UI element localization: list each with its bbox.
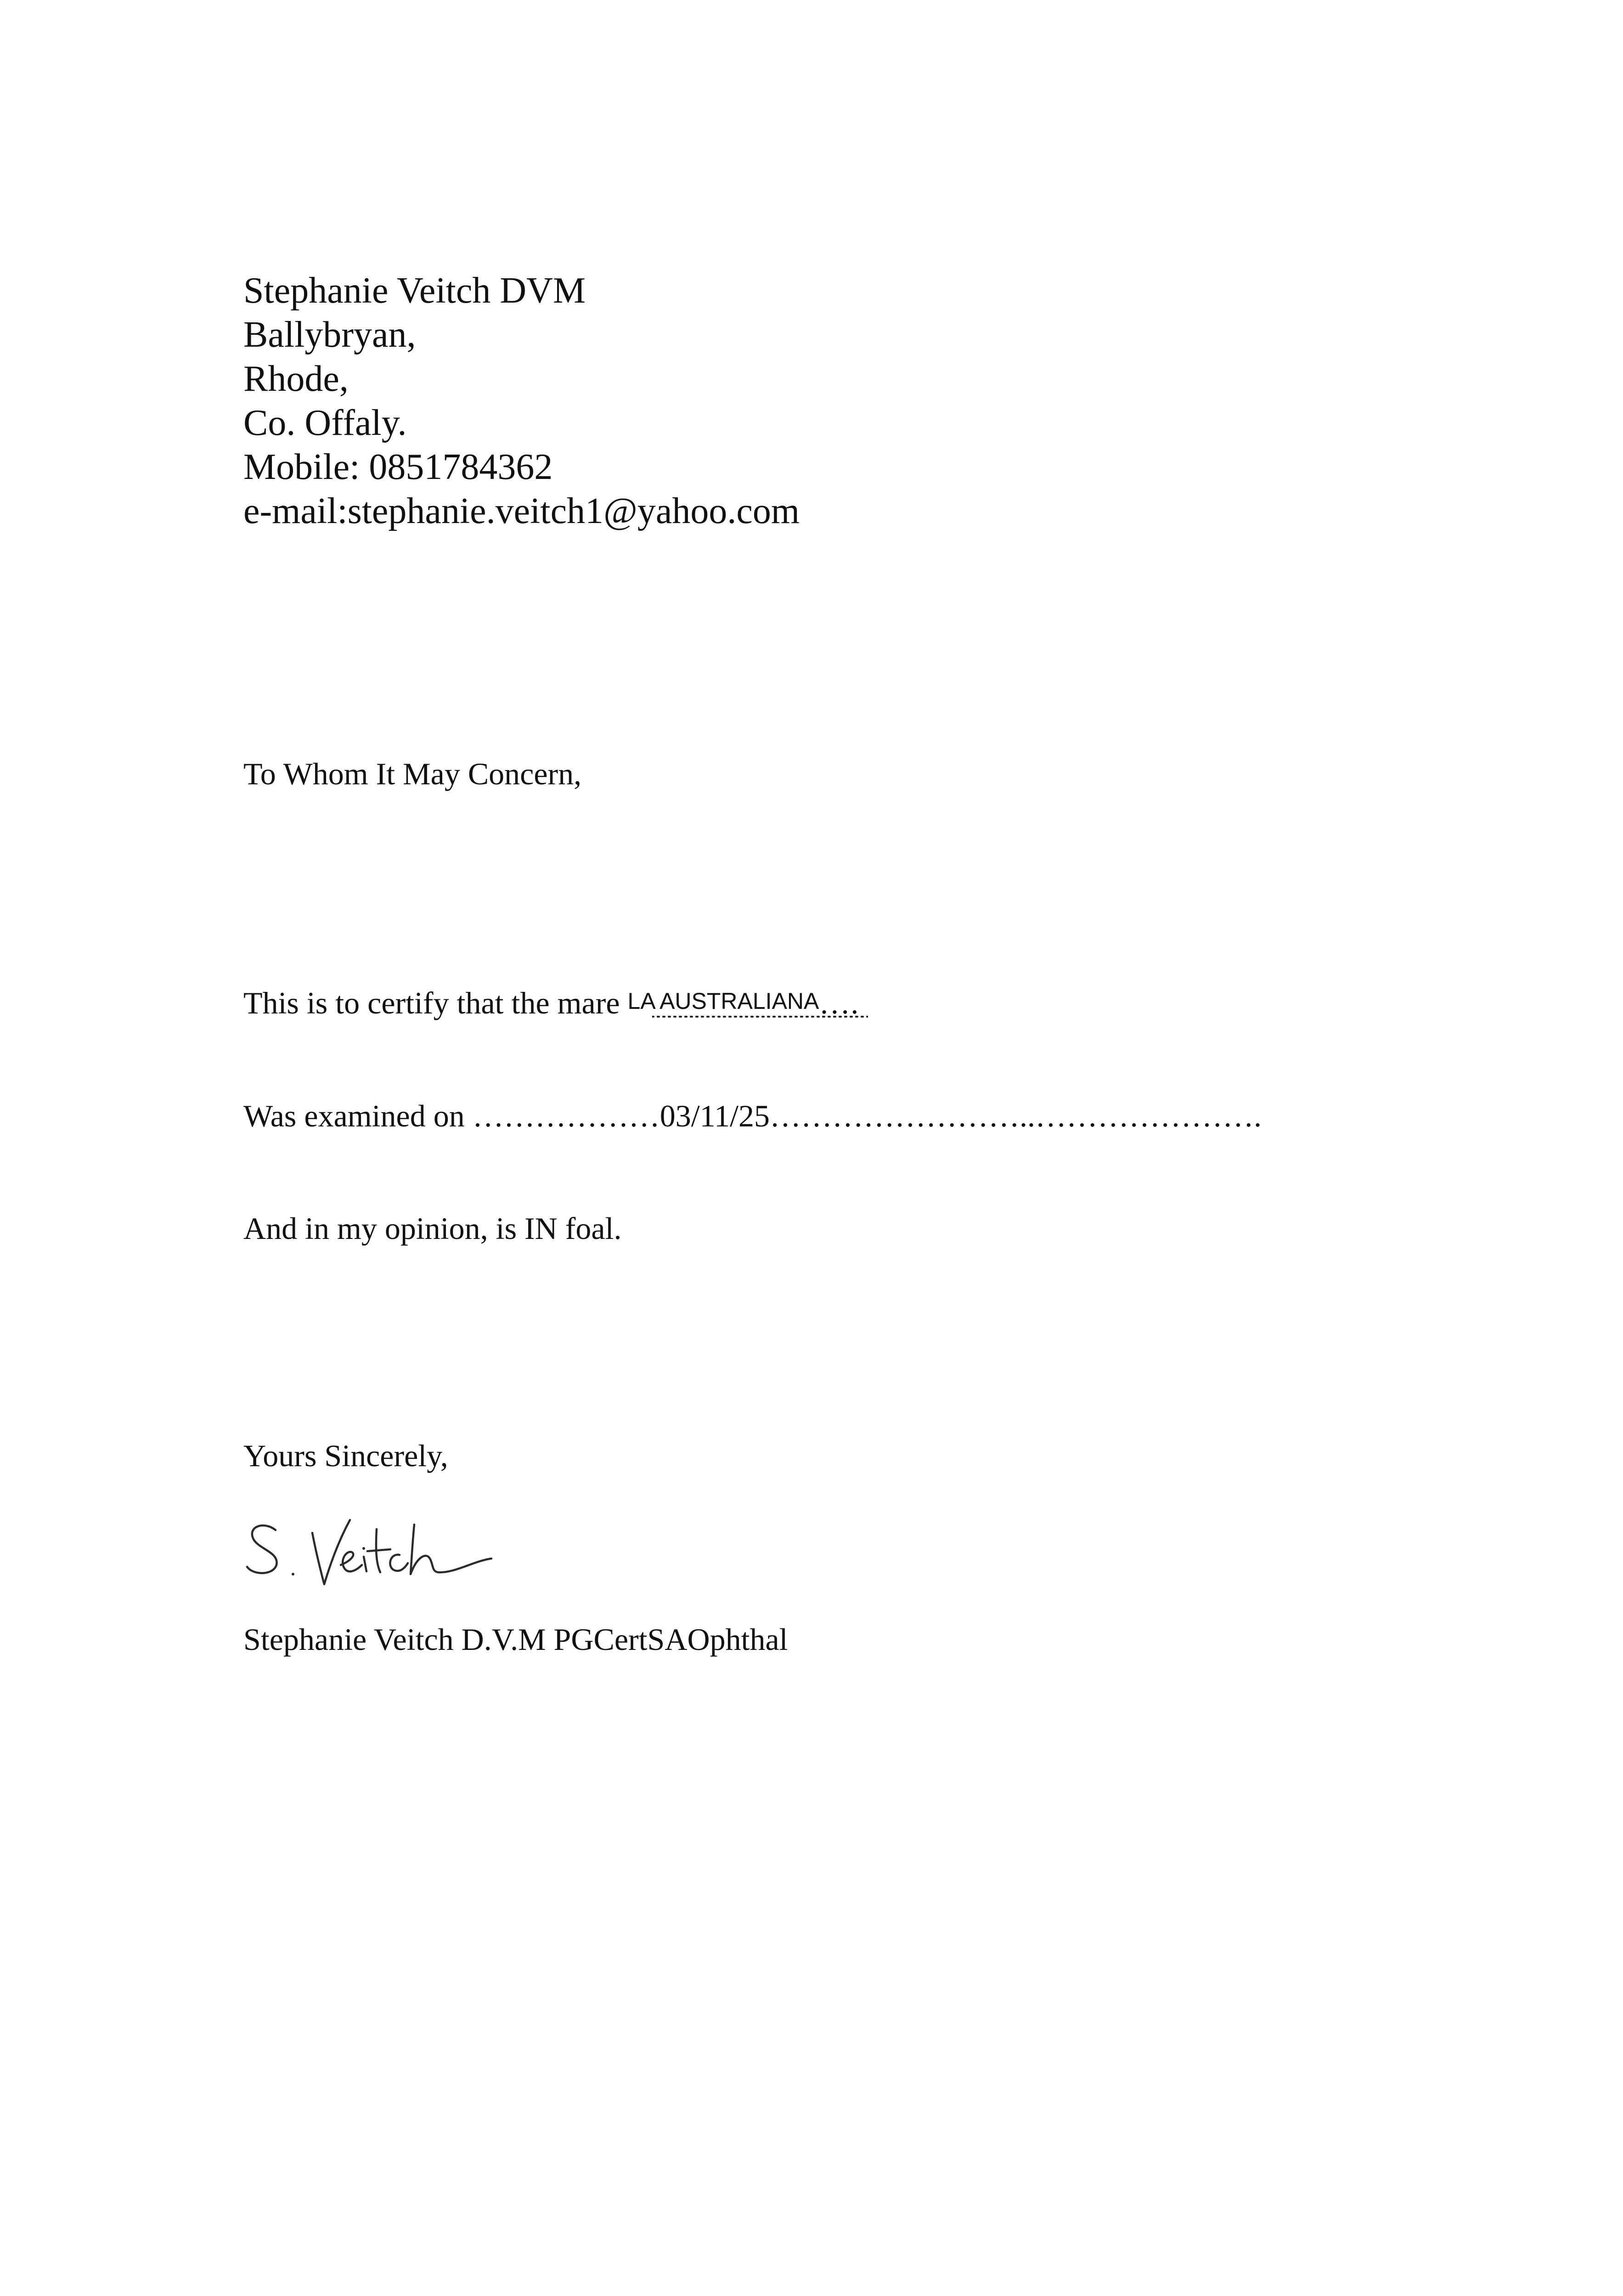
- certify-prefix: This is to certify that the mare: [243, 985, 628, 1020]
- vet-name: Stephanie Veitch DVM: [243, 270, 586, 311]
- certify-trailing-dots: ….: [819, 985, 859, 1020]
- mare-name-underline: [652, 1014, 868, 1019]
- address-line-3: Co. Offaly.: [243, 403, 407, 443]
- mobile-number: Mobile: 0851784362: [243, 447, 553, 487]
- signatory: Stephanie Veitch D.V.M PGCertSAOphthal: [243, 1622, 788, 1657]
- examined-line: Was examined on ………………03/11/25……………………..………………….: [243, 1098, 1262, 1133]
- signature: [243, 1511, 519, 1603]
- letterhead: [243, 269, 800, 533]
- salutation: To Whom It May Concern,: [243, 756, 582, 791]
- mare-name: LA AUSTRALIANA: [627, 988, 819, 1014]
- address-line-1: Ballybryan,: [243, 315, 416, 355]
- closing: Yours Sincerely,: [243, 1438, 448, 1473]
- opinion-line: And in my opinion, is IN foal.: [243, 1211, 622, 1246]
- email-address: e-mail:stephanie.veitch1@yahoo.com: [243, 491, 800, 531]
- certify-line: [243, 983, 859, 1021]
- address-line-2: Rhode,: [243, 359, 349, 399]
